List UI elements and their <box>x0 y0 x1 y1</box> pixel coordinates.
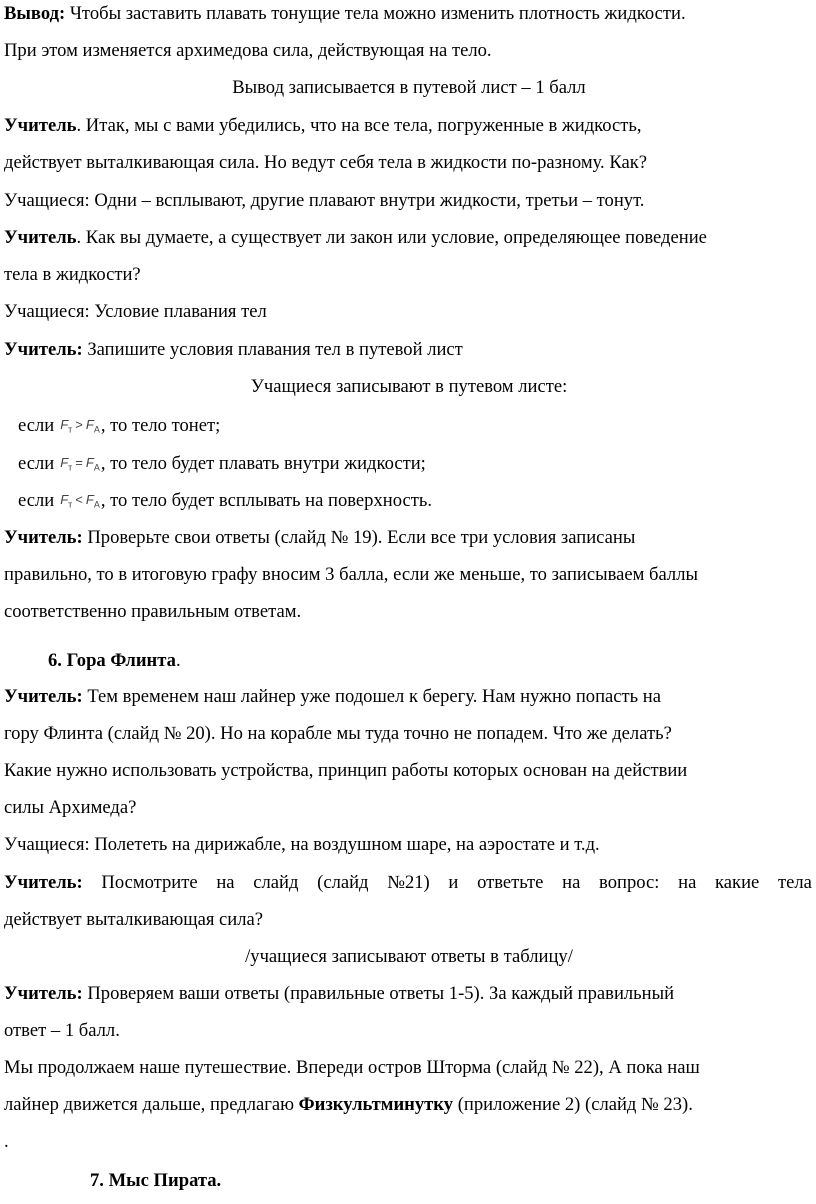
teacher-label: Учитель: <box>4 339 83 360</box>
paragraph-line: лайнер движется дальше, предлагаю Физкультминутку (приложение 2) (слайд № 23). <box>4 1094 693 1115</box>
stray-dot: . <box>4 1131 9 1152</box>
teacher-label: Учитель <box>4 115 77 136</box>
word: на <box>562 872 581 893</box>
condition-text: , то тело будет всплывать на поверхность. <box>100 490 432 511</box>
teacher-label: Учитель: <box>4 983 83 1004</box>
students-line: Учащиеся: Одни – всплывают, другие плавают внутри жидкости, третьи – тонут. <box>4 190 645 211</box>
word: №21) <box>387 872 430 893</box>
condition-float-inside <box>18 452 426 479</box>
teacher-text: Проверяем ваши ответы (правильные ответы 1-5). За каждый правильный <box>82 983 675 1004</box>
fizkultminutka-bold: Физкультминутку <box>298 1094 454 1115</box>
teacher-line <box>4 227 707 249</box>
conclusion-line <box>4 3 686 25</box>
word: вопрос: <box>599 872 660 893</box>
word: и <box>448 872 459 893</box>
section-heading-6 <box>48 650 181 672</box>
teacher-label: Учитель: <box>4 872 83 893</box>
teacher-line <box>4 115 642 137</box>
teacher-line <box>4 686 661 708</box>
paragraph-line: Какие нужно использовать устройства, принцип работы которых основан на действии <box>4 760 688 781</box>
conclusion-label: Вывод: <box>4 3 66 24</box>
paragraph-line: соответственно правильным ответам. <box>4 601 302 622</box>
section-heading-7 <box>90 1170 221 1192</box>
students-line: Учащиеся: Условие плавания тел <box>4 301 267 322</box>
paragraph-line: ответ – 1 балл. <box>4 1020 120 1041</box>
paragraph-line: действует выталкивающая сила. Но ведут себя тела в жидкости по-разному. Как? <box>4 152 648 173</box>
teacher-label: Учитель <box>4 227 77 248</box>
paragraph-line: При этом изменяется архимедова сила, действующая на тело. <box>4 40 492 61</box>
if-word: если <box>18 415 55 436</box>
teacher-text: Запишите условия плавания тел в путевой лист <box>82 339 463 360</box>
teacher-line <box>4 527 635 549</box>
teacher-text: . Как вы думаете, а существует ли закон или условие, определяющее поведение <box>76 227 707 248</box>
heading-text: 6. Гора Флинта <box>48 650 176 671</box>
if-word: если <box>18 490 55 511</box>
paragraph-line: действует выталкивающая сила? <box>4 909 264 930</box>
centered-note: /учащиеся записывают ответы в таблицу/ <box>245 946 573 967</box>
students-line: Учащиеся: Полететь на дирижабле, на воздушном шаре, на аэростате и т.д. <box>4 834 600 855</box>
word: какие <box>715 872 760 893</box>
formula-eq: $F_т = F_A$ <box>60 455 100 473</box>
teacher-label: Учитель: <box>4 686 83 707</box>
teacher-text: Тем временем наш лайнер уже подошел к берегу. Нам нужно попасть на <box>82 686 662 707</box>
centered-note: Вывод записывается в путевой лист – 1 балл <box>232 77 586 98</box>
teacher-line <box>4 339 463 361</box>
condition-text: , то тело будет плавать внутри жидкости; <box>100 453 426 474</box>
if-word: если <box>18 453 55 474</box>
word: на <box>216 872 235 893</box>
centered-note: Учащиеся записывают в путевом листе: <box>250 376 568 397</box>
conclusion-text: Чтобы заставить плавать тонущие тела можно изменить плотность жидкости. <box>65 3 686 24</box>
formula-lt: $F_т < F_A$ <box>60 492 100 510</box>
teacher-line <box>4 983 674 1005</box>
teacher-line-justified <box>4 872 812 894</box>
teacher-label: Учитель: <box>4 527 83 548</box>
paragraph-line: Мы продолжаем наше путешествие. Впереди остров Шторма (слайд № 22), А пока наш <box>4 1057 700 1078</box>
paragraph-line: гору Флинта (слайд № 20). Но на корабле мы туда точно не попадем. Что же делать? <box>4 723 672 744</box>
condition-surface <box>18 489 432 516</box>
teacher-text: Проверьте свои ответы (слайд № 19). Если все три условия записаны <box>82 527 636 548</box>
formula-gt: $F_т > F_A$ <box>60 417 100 435</box>
word: на <box>678 872 697 893</box>
paragraph-line: правильно, то в итоговую графу вносим 3 балла, если же меньше, то записываем баллы <box>4 564 698 585</box>
teacher-text: . Итак, мы с вами убедились, что на все тела, погруженные в жидкость, <box>76 115 642 136</box>
word: Посмотрите <box>101 872 198 893</box>
condition-sink <box>18 414 220 441</box>
word: (слайд <box>317 872 369 893</box>
word: тела <box>777 872 812 893</box>
heading-dot: . <box>175 650 181 671</box>
word: ответьте <box>477 872 544 893</box>
paragraph-line: тела в жидкости? <box>4 264 141 285</box>
condition-text: , то тело тонет; <box>100 415 221 436</box>
paragraph-line: силы Архимеда? <box>4 797 137 818</box>
word: слайд <box>253 872 299 893</box>
heading-text: 7. Мыс Пирата. <box>90 1170 222 1191</box>
